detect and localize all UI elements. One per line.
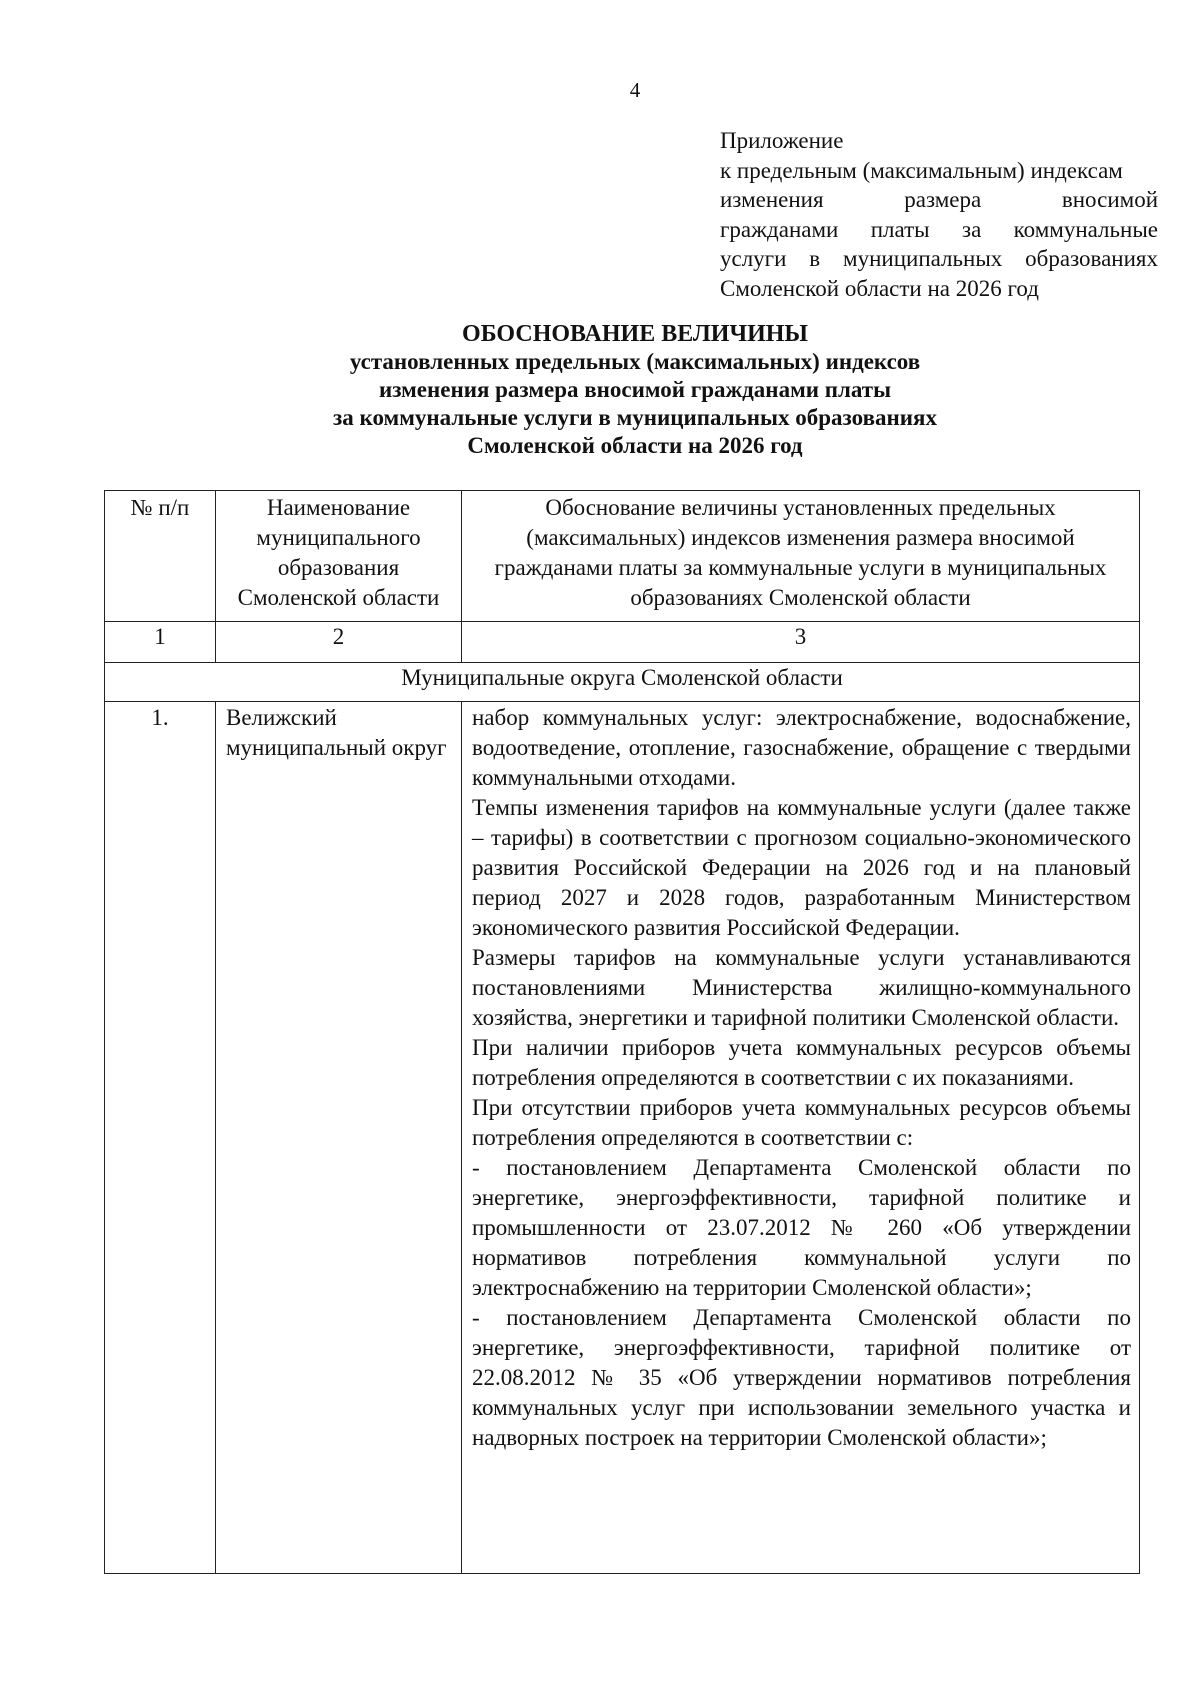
column-numbers-row <box>105 622 1140 663</box>
justification-table <box>104 490 1140 1574</box>
row-number: 1. <box>105 702 216 1574</box>
table-header-row <box>105 491 1140 622</box>
paragraph: - постановлением Департамента Смоленской области по энергетике, энергоэффективности, тарифной политике и промышленности от 23.07.2012 № 260 «Об утверждении нормативов потребления коммунальной услуги по электроснабжению на территории Смоленской области»; <box>472 1155 1131 1300</box>
paragraph: Размеры тарифов на коммунальные услуги устанавливаются постановлениями Министерства жилищно-коммунального хозяйства, энергетики и тарифной политики Смоленской области. <box>472 945 1131 1030</box>
appendix-line: к предельным (максимальным) индексам <box>720 157 1123 183</box>
paragraph: Темпы изменения тарифов на коммунальные услуги (далее также – тарифы) в соответствии с прогнозом социально-экономического развития Российской Федерации на 2026 год и на плановый период 2027 и 2028 годов, разработанным Министерством экономического развития Российской Федерации. <box>472 795 1131 940</box>
paragraph: - постановлением Департамента Смоленской области по энергетике, энергоэффективности, тарифной политике от 22.08.2012 № 35 «Об утверждении нормативов потребления коммунальных услуг при использовании земельного участка и надворных построек на территории Смоленской области»; <box>472 1305 1131 1450</box>
header-number: № п/п <box>105 491 216 622</box>
appendix-line: изменения размера вносимой <box>720 187 1158 212</box>
municipality-name: Велижский муниципальный округ <box>216 702 462 1574</box>
justification-text <box>462 702 1140 1574</box>
heading-line: за коммунальные услуги в муниципальных образованиях <box>333 405 937 430</box>
heading-line: установленных предельных (максимальных) индексов <box>349 349 921 374</box>
appendix-line: Смоленской области на 2026 год <box>720 275 1039 301</box>
paragraph: При отсутствии приборов учета коммунальных ресурсов объемы потребления определяются в соответствии с: <box>472 1095 1131 1150</box>
paragraph: При наличии приборов учета коммунальных ресурсов объемы потребления определяются в соответствии с их показаниями. <box>472 1035 1131 1090</box>
table-row <box>105 702 1140 1574</box>
section-row <box>105 663 1140 702</box>
column-number: 3 <box>462 622 1140 663</box>
column-number: 1 <box>105 622 216 663</box>
header-justification: Обоснование величины установленных предельных (максимальных) индексов изменения размера вносимой гражданами платы за коммунальные услуги в муниципальных образованиях Смоленской области <box>462 491 1140 622</box>
heading-line: изменения размера вносимой гражданами платы <box>378 377 892 402</box>
paragraph: набор коммунальных услуг: электроснабжение, водоснабжение, водоотведение, отопление, газоснабжение, обращение с твердыми коммунальными отходами. <box>472 705 1131 790</box>
appendix-title: Приложение <box>720 128 844 153</box>
page-number: 4 <box>629 78 641 102</box>
document-heading <box>0 320 1200 460</box>
appendix-line: гражданами платы за коммунальные <box>720 216 1158 242</box>
appendix-block <box>720 126 1158 303</box>
heading-line: Смоленской области на 2026 год <box>467 433 803 458</box>
column-number: 2 <box>216 622 462 663</box>
heading-main: ОБОСНОВАНИЕ ВЕЛИЧИНЫ <box>462 321 808 347</box>
header-municipality: Наименование муниципального образования Смоленской области <box>216 491 462 622</box>
appendix-line: услуги в муниципальных образованиях <box>720 246 1158 271</box>
section-title: Муниципальные округа Смоленской области <box>105 663 1140 702</box>
